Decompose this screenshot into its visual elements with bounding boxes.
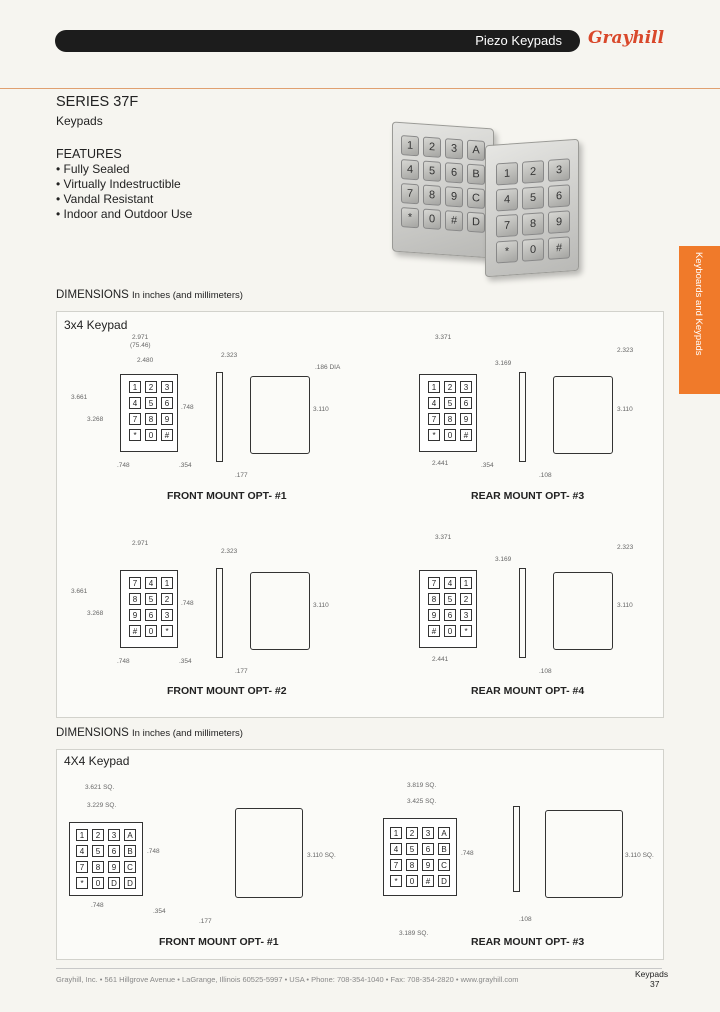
dim-label: .108 xyxy=(539,472,552,479)
drawing-key: 8 xyxy=(145,413,157,425)
dim-label: 3.371 xyxy=(435,534,452,541)
drawing-key: 0 xyxy=(406,875,418,887)
drawing-key: 6 xyxy=(108,845,120,857)
panel-3x4 xyxy=(56,311,664,718)
keypad-key: 5 xyxy=(423,161,441,182)
drawing-key: 9 xyxy=(422,859,434,871)
drawing-key: * xyxy=(428,429,440,441)
keypad-3x4-photo xyxy=(485,139,579,278)
drawing-key: 8 xyxy=(92,861,104,873)
drawing-key: 4 xyxy=(129,397,141,409)
dim-label: .354 xyxy=(179,658,192,665)
keypad-key: # xyxy=(548,236,570,260)
keypad-key: C xyxy=(467,188,485,209)
keypad-key: A xyxy=(467,140,485,161)
dim-label: 3.110 xyxy=(617,602,633,609)
dim-label: .177 xyxy=(199,918,212,925)
dim-label: .748 xyxy=(91,902,104,909)
drawing-key: # xyxy=(129,625,141,637)
keypad-key: 9 xyxy=(548,210,570,234)
dim-label: .748 xyxy=(461,850,474,857)
drawing-key: 3 xyxy=(460,381,472,393)
keypad-key: 3 xyxy=(445,138,463,159)
keypad-key: * xyxy=(401,207,419,228)
dim-label: .177 xyxy=(235,668,248,675)
drawing-key: 3 xyxy=(460,609,472,621)
rear4-side-view xyxy=(519,568,526,658)
drawing-key: 6 xyxy=(422,843,434,855)
drawing-key: * xyxy=(76,877,88,889)
dimensions-note: In inches (and millimeters) xyxy=(132,728,243,739)
dim-label: 3.371 xyxy=(435,334,452,341)
drawing-key: 5 xyxy=(145,593,157,605)
keypad-key: B xyxy=(467,164,485,185)
keypad-key: 6 xyxy=(548,184,570,208)
dimensions-label: DIMENSIONS xyxy=(56,727,129,739)
front1-4x4-drawing xyxy=(69,822,143,896)
drawing-key: 2 xyxy=(444,381,456,393)
keypad-key: D xyxy=(467,212,485,233)
drawing-key: C xyxy=(438,859,450,871)
keypad-key: 0 xyxy=(423,209,441,230)
grayhill-logo: Grayhill xyxy=(588,28,665,48)
drawing-key: 7 xyxy=(129,413,141,425)
drawing-key: 0 xyxy=(444,625,456,637)
keypad-key: 2 xyxy=(423,137,441,158)
keypad-key: 2 xyxy=(522,160,544,184)
drawing-key: 5 xyxy=(406,843,418,855)
dim-label: .354 xyxy=(179,462,192,469)
feature-item: • Virtually Indestructible xyxy=(56,177,181,191)
keypad-key: 8 xyxy=(522,212,544,236)
drawing-key: * xyxy=(129,429,141,441)
dim-label: 3.268 xyxy=(87,416,104,423)
dim-label: 3.268 xyxy=(87,610,104,617)
front2-side-view xyxy=(216,568,223,658)
drawing-key: 1 xyxy=(161,577,173,589)
drawing-key: # xyxy=(428,625,440,637)
caption-front2: FRONT MOUNT OPT- #2 xyxy=(167,685,287,697)
keypad-4x4-photo xyxy=(392,121,494,258)
dim-label: 3.110 xyxy=(617,406,633,413)
keypad-key: # xyxy=(445,210,463,231)
drawing-key: C xyxy=(124,861,136,873)
drawing-key: 4 xyxy=(428,397,440,409)
drawing-key: 2 xyxy=(145,381,157,393)
series-subtitle: Keypads xyxy=(56,114,103,128)
keypad-key: * xyxy=(496,240,518,264)
caption-front1-4x4: FRONT MOUNT OPT- #1 xyxy=(159,936,279,948)
dim-label: 3.661 xyxy=(71,394,88,401)
drawing-key: 0 xyxy=(444,429,456,441)
drawing-key: 5 xyxy=(145,397,157,409)
section-side-tab xyxy=(679,246,720,394)
front1-back-view xyxy=(250,376,310,454)
caption-rear4: REAR MOUNT OPT- #4 xyxy=(471,685,585,697)
drawing-key: 8 xyxy=(444,413,456,425)
drawing-key: 1 xyxy=(76,829,88,841)
dim-label: 3.425 SQ. xyxy=(407,798,437,805)
drawing-key: 3 xyxy=(161,609,173,621)
dim-label: 2.971 xyxy=(132,334,149,341)
drawing-key: 9 xyxy=(428,609,440,621)
drawing-key: 9 xyxy=(129,609,141,621)
dim-label: 2.441 xyxy=(432,656,449,663)
keypad-key: 9 xyxy=(445,186,463,207)
rear4-back-view xyxy=(553,572,613,650)
dimensions-heading xyxy=(56,289,243,301)
front2-drawing xyxy=(120,570,178,648)
drawing-key: 4 xyxy=(76,845,88,857)
drawing-key: 4 xyxy=(444,577,456,589)
rear3-4x4-side-view xyxy=(513,806,520,892)
drawing-key: 6 xyxy=(460,397,472,409)
drawing-key: B xyxy=(124,845,136,857)
feature-item: • Vandal Resistant xyxy=(56,192,154,206)
drawing-key: 1 xyxy=(428,381,440,393)
dim-label: .354 xyxy=(481,462,494,469)
page-number: 37 xyxy=(650,979,660,989)
dim-label: 3.621 SQ. xyxy=(85,784,115,791)
dim-label: 2.480 xyxy=(137,357,154,364)
dim-label: 3.110 xyxy=(313,602,329,609)
side-tab-label: Keyboards and Keypads xyxy=(693,252,704,356)
rear3-back-view xyxy=(553,376,613,454)
dim-label: .354 xyxy=(153,908,166,915)
drawing-key: 7 xyxy=(129,577,141,589)
top-rule xyxy=(0,88,720,89)
caption-rear3: REAR MOUNT OPT- #3 xyxy=(471,490,585,502)
dim-label: .748 xyxy=(147,848,160,855)
drawing-key: 5 xyxy=(444,593,456,605)
drawing-key: 9 xyxy=(460,413,472,425)
dim-label: (75.46) xyxy=(130,342,151,349)
drawing-key: 4 xyxy=(145,577,157,589)
keypad-key: 7 xyxy=(496,214,518,238)
dim-label: 2.323 xyxy=(617,347,634,354)
drawing-key: 5 xyxy=(444,397,456,409)
drawing-key: 9 xyxy=(108,861,120,873)
keypad-key: 5 xyxy=(522,186,544,210)
drawing-key: 1 xyxy=(460,577,472,589)
drawing-key: * xyxy=(460,625,472,637)
drawing-key: 8 xyxy=(129,593,141,605)
drawing-key: * xyxy=(390,875,402,887)
keypad-key: 8 xyxy=(423,185,441,206)
panel-title: 3x4 Keypad xyxy=(64,318,128,332)
drawing-key: 1 xyxy=(129,381,141,393)
keypad-key: 3 xyxy=(548,158,570,182)
drawing-key: 9 xyxy=(161,413,173,425)
drawing-key: 5 xyxy=(92,845,104,857)
rear3-drawing xyxy=(419,374,477,452)
drawing-key: D xyxy=(124,877,136,889)
dimensions-heading xyxy=(56,727,243,739)
dim-label: 3.169 xyxy=(495,360,512,367)
dim-label: 2.971 xyxy=(132,540,149,547)
front1-side-view xyxy=(216,372,223,462)
dim-label: .108 xyxy=(539,668,552,675)
series-title: SERIES 37F xyxy=(56,94,139,110)
keypad-key: 0 xyxy=(522,238,544,262)
footer-rule xyxy=(56,968,662,969)
keypad-key: 6 xyxy=(445,162,463,183)
features-heading: FEATURES xyxy=(56,147,122,161)
drawing-key: 2 xyxy=(92,829,104,841)
front1-4x4-back-view xyxy=(235,808,303,898)
drawing-key: 7 xyxy=(428,413,440,425)
drawing-key: 7 xyxy=(390,859,402,871)
feature-item: • Fully Sealed xyxy=(56,162,130,176)
drawing-key: # xyxy=(422,875,434,887)
drawing-key: 7 xyxy=(76,861,88,873)
front2-back-view xyxy=(250,572,310,650)
drawing-key: D xyxy=(438,875,450,887)
drawing-key: 6 xyxy=(444,609,456,621)
keypad-key: 4 xyxy=(496,188,518,212)
drawing-key: D xyxy=(108,877,120,889)
dim-label: 2.323 xyxy=(221,352,238,359)
rear3-4x4-drawing xyxy=(383,818,457,896)
drawing-key: 8 xyxy=(406,859,418,871)
caption-front1: FRONT MOUNT OPT- #1 xyxy=(167,490,287,502)
dim-label: 2.323 xyxy=(617,544,634,551)
drawing-key: 4 xyxy=(390,843,402,855)
dim-label: .748 xyxy=(117,462,130,469)
drawing-key: 6 xyxy=(161,397,173,409)
keypad-key: 1 xyxy=(401,135,419,156)
drawing-key: 2 xyxy=(460,593,472,605)
drawing-key: 3 xyxy=(161,381,173,393)
footer-address: Grayhill, Inc. • 561 Hillgrove Avenue • LaGrange, Illinois 60525-5997 • USA • Phone: 708-354-1040 • Fax: 708-354-2820 • www.grayhill.com xyxy=(56,975,519,984)
dim-label: .108 xyxy=(519,916,532,923)
dimensions-note: In inches (and millimeters) xyxy=(132,290,243,301)
panel-title: 4X4 Keypad xyxy=(64,754,130,768)
panel-4x4 xyxy=(56,749,664,960)
drawing-key: # xyxy=(460,429,472,441)
dim-label: 3.661 xyxy=(71,588,88,595)
drawing-key: 0 xyxy=(145,429,157,441)
dim-label: 3.110 SQ. xyxy=(625,852,654,859)
dim-label: 2.323 xyxy=(221,548,238,555)
front1-drawing xyxy=(120,374,178,452)
footer-section: Keypads xyxy=(635,969,669,979)
drawing-key: 3 xyxy=(108,829,120,841)
keypad-key: 7 xyxy=(401,183,419,204)
dimensions-label: DIMENSIONS xyxy=(56,289,129,301)
section-title: Piezo Keypads xyxy=(475,33,562,48)
dim-label: 3.169 xyxy=(495,556,512,563)
drawing-key: # xyxy=(161,429,173,441)
drawing-key: * xyxy=(161,625,173,637)
drawing-key: A xyxy=(438,827,450,839)
drawing-key: 1 xyxy=(390,827,402,839)
dim-label: .748 xyxy=(181,600,194,607)
feature-item: • Indoor and Outdoor Use xyxy=(56,207,193,221)
keypad-key: 4 xyxy=(401,159,419,180)
dim-label: 3.110 SQ. xyxy=(307,852,336,859)
drawing-key: 2 xyxy=(406,827,418,839)
dim-label: 3.229 SQ. xyxy=(87,802,117,809)
dim-label: 3.110 xyxy=(313,406,329,413)
rear4-drawing xyxy=(419,570,477,648)
header-bar xyxy=(55,30,580,52)
drawing-key: 3 xyxy=(422,827,434,839)
dim-label: 2.441 xyxy=(432,460,449,467)
drawing-key: 8 xyxy=(428,593,440,605)
dim-label: .186 DIA xyxy=(315,364,341,371)
dim-label: 3.189 SQ. xyxy=(399,930,429,937)
rear3-side-view xyxy=(519,372,526,462)
dim-label: 3.819 SQ. xyxy=(407,782,437,789)
dim-label: .177 xyxy=(235,472,248,479)
drawing-key: 0 xyxy=(145,625,157,637)
dim-label: .748 xyxy=(117,658,130,665)
drawing-key: B xyxy=(438,843,450,855)
drawing-key: 2 xyxy=(161,593,173,605)
drawing-key: 0 xyxy=(92,877,104,889)
drawing-key: 6 xyxy=(145,609,157,621)
rear3-4x4-back-view xyxy=(545,810,623,898)
drawing-key: 7 xyxy=(428,577,440,589)
caption-rear3-4x4: REAR MOUNT OPT- #3 xyxy=(471,936,585,948)
keypad-key: 1 xyxy=(496,162,518,186)
dim-label: .748 xyxy=(181,404,194,411)
drawing-key: A xyxy=(124,829,136,841)
